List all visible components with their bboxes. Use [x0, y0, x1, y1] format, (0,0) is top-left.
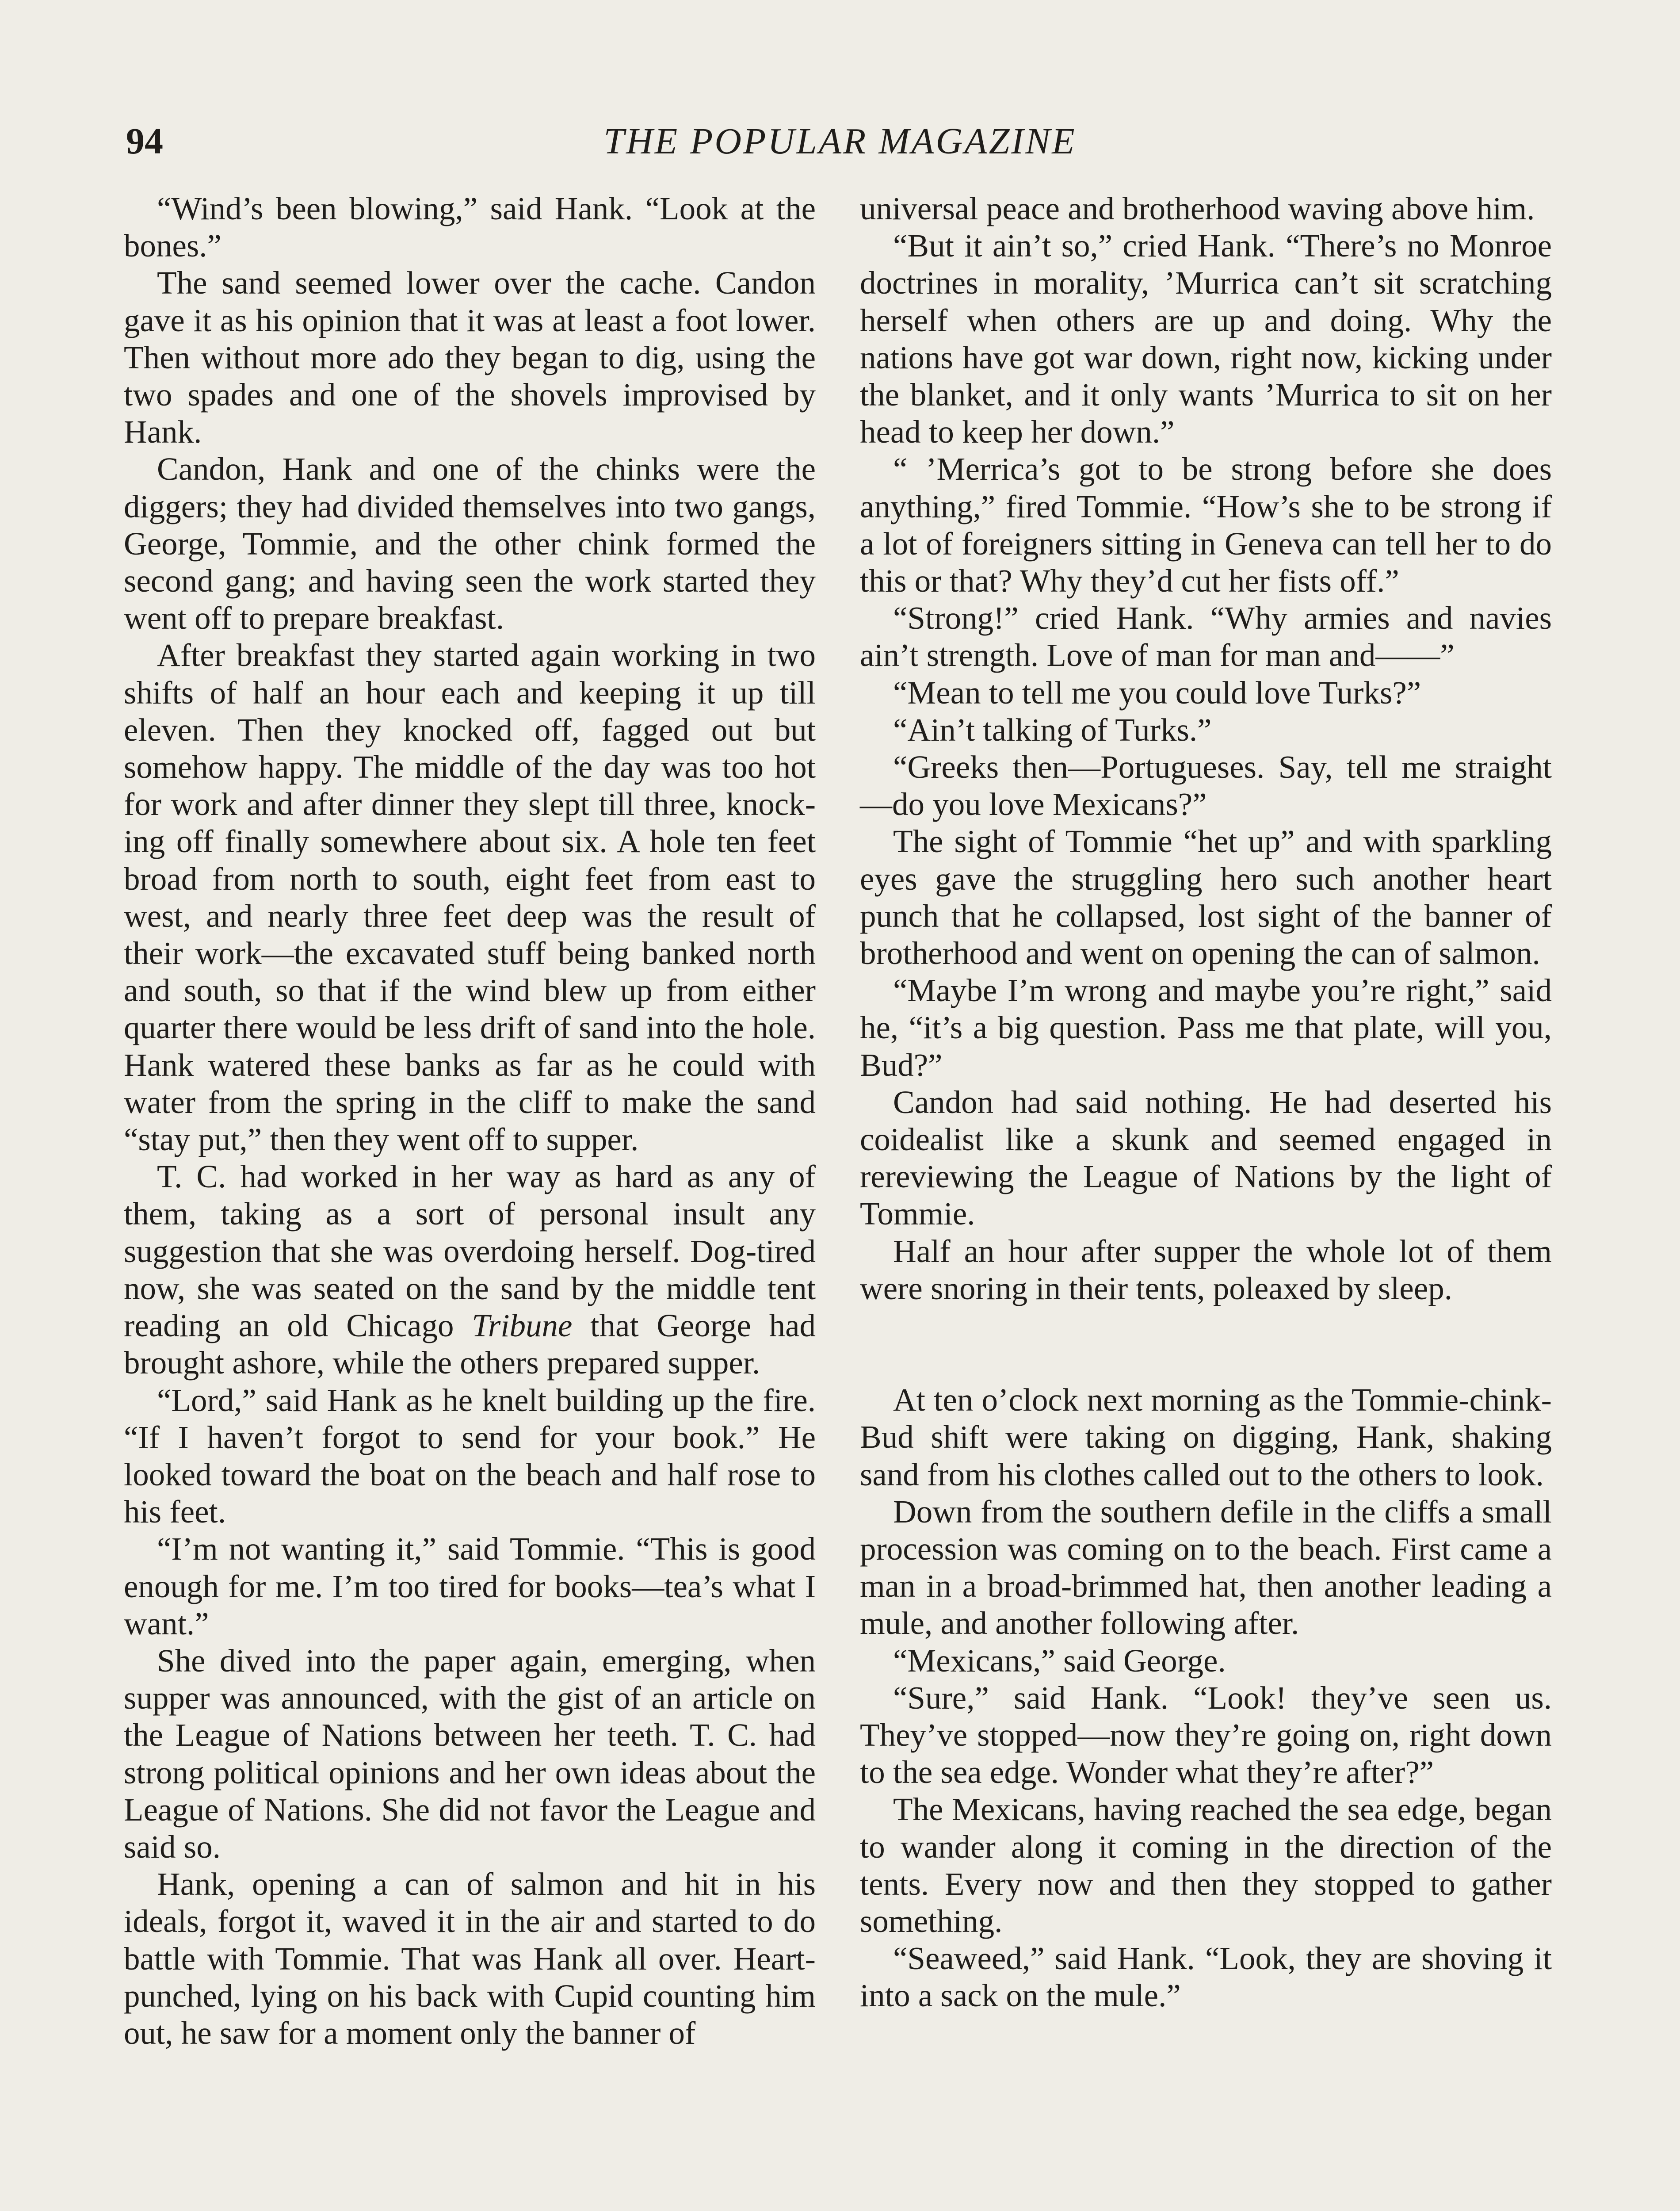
paragraph: “Wind’s been blowing,” said Hank. “Look at the bones.”	[124, 191, 816, 264]
paragraph: She dived into the paper again, emerging, when supper was announced, with the gist of an article on the League of Nations between her teeth. T. C. had strong political opinions and her own ideas about the League of Nations. She did not favor the League and said so.	[124, 1642, 816, 1865]
paragraph: “Sure,” said Hank. “Look! they’ve seen us. They’ve stopped—now they’re going on, right down to the sea edge. Wonder what they’re after?”	[860, 1679, 1552, 1790]
paragraph: “Seaweed,” said Hank. “Look, they are shoving it into a sack on the mule.”	[860, 1940, 1552, 2014]
text-span: T. C. had worked in her way as hard as any of them, taking as a sort of personal insult any suggestion that she was overdoing herself. Dog-tired now, she was seated on the sand by the middle tent reading an old Chicago	[124, 1159, 816, 1344]
paragraph: Candon, Hank and one of the chinks were the diggers; they had divided themselves into two gangs, George, Tommie, and the other chink formed the second gang; and having seen the work started they went off to prepare breakfast.	[124, 451, 816, 636]
paragraph-with-italic	[124, 1158, 816, 1381]
paragraph: After breakfast they started again working in two shifts of half an hour each and keeping it up till eleven. Then they knocked off, fagged out but somehow happy. The middle of the day was too hot for work and after dinner they slept till three, knocking off finally somewhere about six. A hole ten feet broad from north to south, eight feet from east to west, and nearly three feet deep was the result of their work—the excavated stuff being banked north and south, so that if the wind blew up from either quarter there would be less drift of sand into the hole. Hank watered these banks as far as he could with water from the spring in the cliff to make the sand “stay put,” then they went off to supper.	[124, 637, 816, 1158]
paragraph: “Maybe I’m wrong and maybe you’re right,” said he, “it’s a big question. Pass me that plate, will you, Bud?”	[860, 972, 1552, 1083]
page-header	[126, 113, 1554, 170]
paragraph: Candon had said nothing. He had deserted his coidealist like a skunk and seemed engaged in rereviewing the League of Nations by the light of Tommie.	[860, 1084, 1552, 1232]
paragraph: The Mexicans, having reached the sea edge, began to wander along it coming in the direction of the tents. Every now and then they stopped to gather something.	[860, 1791, 1552, 1939]
paragraph: “I’m not wanting it,” said Tommie. “This is good enough for me. I’m too tired for books—tea’s what I want.”	[124, 1531, 816, 1641]
paragraph: The sand seemed lower over the cache. Candon gave it as his opinion that it was at least a foot lower. Then without more ado they began to dig, using the two spades and one of the shovels improvised by Hank.	[124, 265, 816, 450]
running-title: THE POPULAR MAGAZINE	[603, 121, 1077, 162]
paragraph: At ten o’clock next morning as the Tommie-chink-Bud shift were taking on digging, Hank, shaking sand from his clothes called out to the others to look.	[860, 1382, 1552, 1492]
text-span: that George had brought ashore, while the others prepared supper.	[124, 1308, 816, 1381]
paragraph: “Greeks then—Portugueses. Say, tell me straight—do you love Mexicans?”	[860, 749, 1552, 822]
paragraph-continued: universal peace and brotherhood waving above him.	[860, 191, 1535, 226]
paragraph: Half an hour after supper the whole lot of them were snoring in their tents, poleaxed by sleep.	[860, 1233, 1552, 1306]
paragraph: “But it ain’t so,” cried Hank. “There’s no Monroe doctrines in morality, ’Murrica can’t sit scratching herself when others are up and doing. Why the nations have got war down, right now, kicking under the blanket, and it only wants ’Murrica to sit on her head to keep her down.”	[860, 228, 1552, 450]
paragraph: The sight of Tommie “het up” and with sparkling eyes gave the struggling hero such another heart punch that he collapsed, lost sight of the banner of brotherhood and went on opening the can of salmon.	[860, 823, 1552, 972]
paragraph: “Lord,” said Hank as he knelt building up the fire. “If I haven’t forgot to send for your book.” He looked toward the boat on the beach and half rose to his feet.	[124, 1382, 816, 1530]
paragraph: “Strong!” cried Hank. “Why armies and navies ain’t strength. Love of man for man and——”	[860, 600, 1552, 673]
paragraph: Down from the southern defile in the cliffs a small procession was coming on to the beach. First came a man in a broad-brimmed hat, then another leading a mule, and another following after.	[860, 1493, 1552, 1641]
paragraph: Hank, opening a can of salmon and hit in his ideals, forgot it, waved it in the air and started to do battle with Tommie. That was Hank all over. Heart-punched, lying on his back with Cupid counting him out, he saw for a moment only the banner of	[124, 1866, 816, 2051]
right-column	[860, 190, 1552, 2015]
paragraph: “Ain’t talking of Turks.”	[893, 711, 1212, 748]
newspaper-title: Tribune	[472, 1308, 573, 1344]
page-number: 94	[126, 121, 163, 162]
section-break	[860, 1307, 1552, 1381]
paragraph: “ ’Merrica’s got to be strong before she does anything,” fired Tommie. “How’s she to be strong if a lot of foreigners sitting in Geneva can tell her to do this or that? Why they’d cut her fists off.”	[860, 451, 1552, 599]
left-column	[124, 190, 816, 2052]
paragraph: “Mean to tell me you could love Turks?”	[893, 674, 1421, 711]
paragraph: “Mexicans,” said George.	[893, 1642, 1226, 1679]
